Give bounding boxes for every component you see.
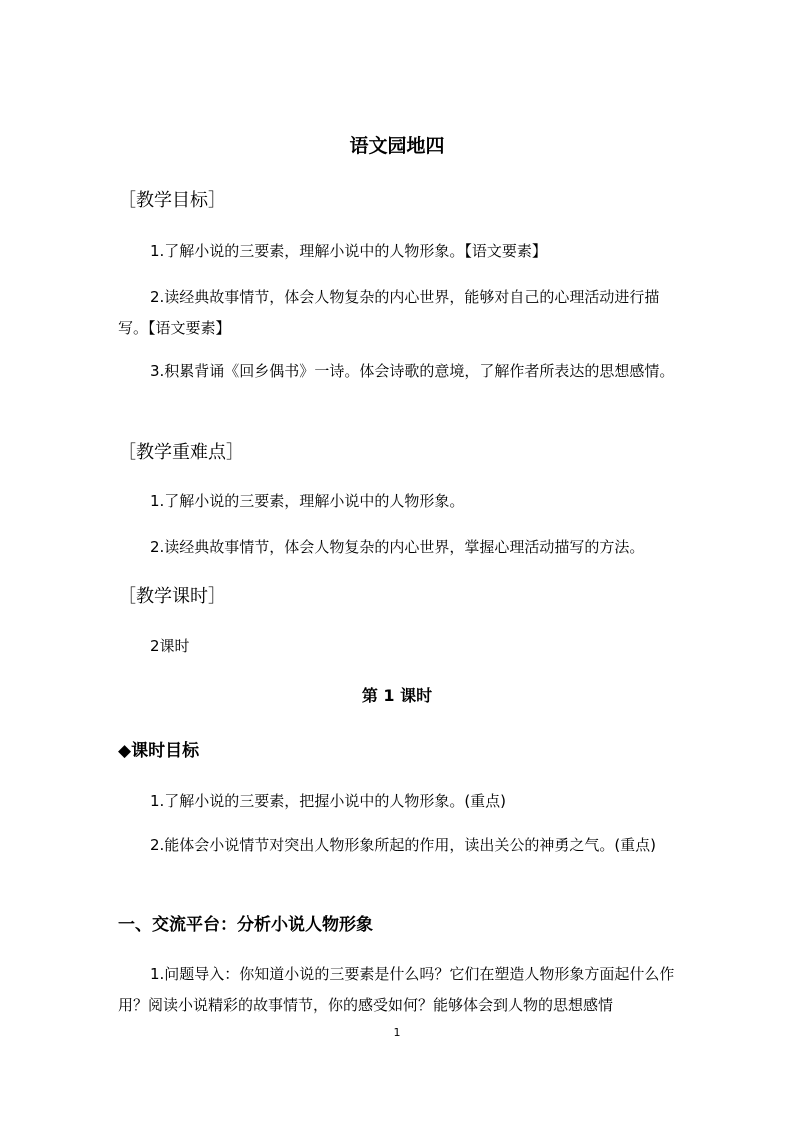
document-title: 语文园地四: [349, 135, 445, 157]
lesson-goals-heading: ◆课时目标: [118, 741, 200, 761]
lesson-goal-item-2: 2.能体会小说情节对突出人物形象所起的作用，读出关公的神勇之气。(重点): [150, 836, 657, 854]
goals-heading: ［教学目标］: [118, 190, 226, 211]
goal-item-2: 2.读经典故事情节，体会人物复杂的内心世界，能够对自己的心理活动进行描写。【语文要素】: [118, 288, 660, 337]
page-number: 1: [393, 1026, 401, 1039]
key-point-item-1: 1.了解小说的三要素，理解小说中的人物形象。: [150, 492, 465, 510]
key-points-heading: ［教学重难点］: [118, 442, 244, 463]
hours-heading: ［教学课时］: [118, 586, 226, 607]
lesson-title: 第 1 课时: [361, 686, 433, 705]
lesson-goal-item-1: 1.了解小说的三要素，把握小说中的人物形象。(重点): [150, 792, 507, 810]
part1-item-1: 1.问题导入：你知道小说的三要素是什么吗？它们在塑造人物形象方面起什么作用？阅读小说精彩的故事情节，你的感受如何？能够体会到人物的思想感情: [118, 965, 675, 1014]
part1-heading: 一、交流平台：分析小说人物形象: [118, 915, 373, 935]
goal-item-3: 3.积累背诵《回乡偶书》一诗。体会诗歌的意境，了解作者所表达的思想感情。: [150, 362, 675, 380]
key-point-item-2: 2.读经典故事情节，体会人物复杂的内心世界，掌握心理活动描写的方法。: [150, 538, 645, 556]
goal-item-1: 1.了解小说的三要素，理解小说中的人物形象。【语文要素】: [150, 242, 547, 260]
hours-text: 2课时: [150, 637, 190, 655]
